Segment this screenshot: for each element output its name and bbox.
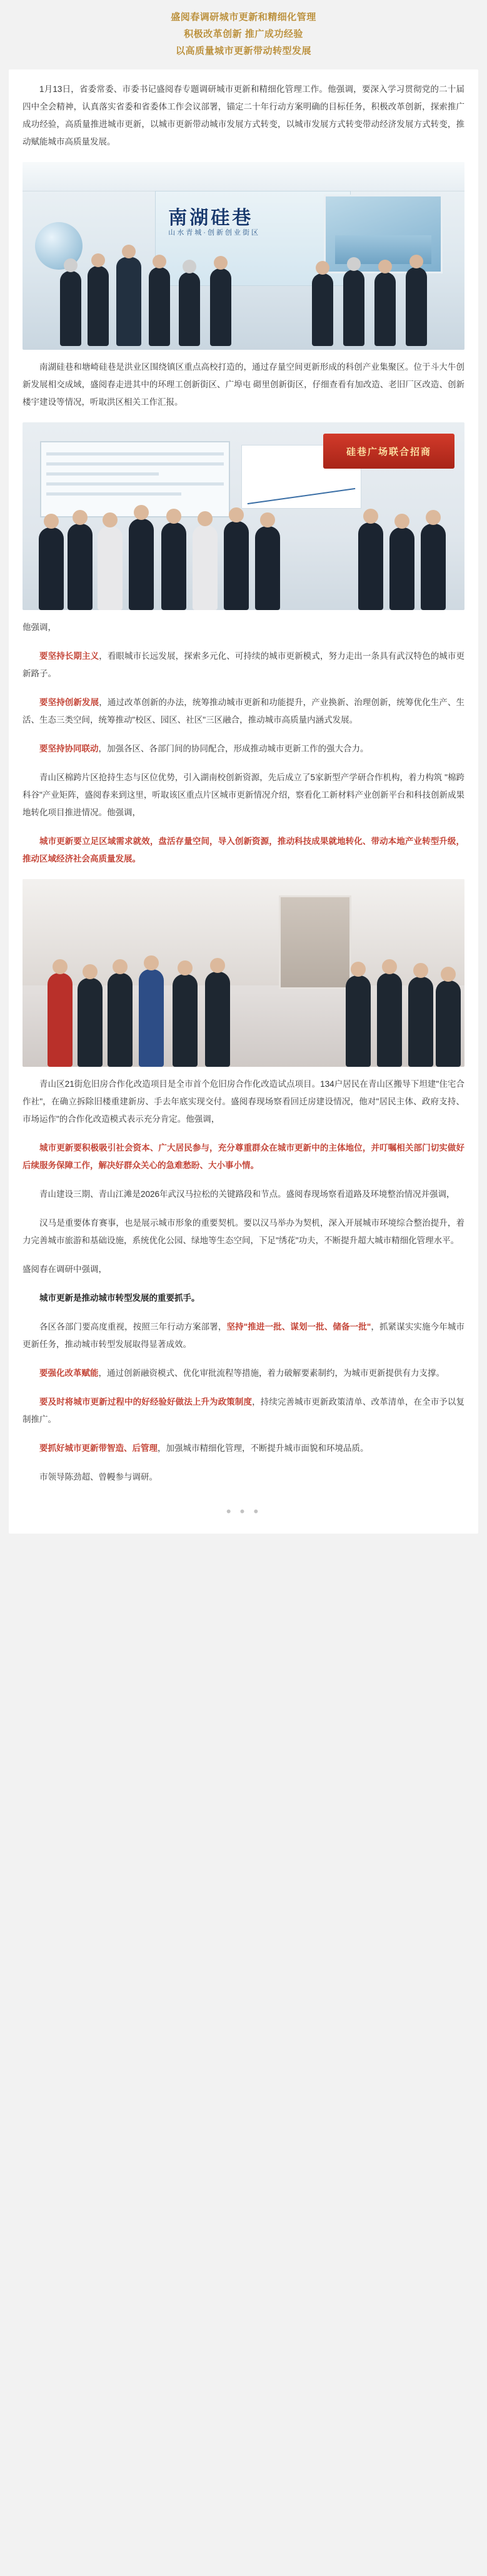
highlight-item-3 (23, 740, 464, 758)
highlight-item-2 (23, 694, 464, 729)
footer-dots: • • • (226, 1504, 261, 1519)
highlight-box-1 (23, 833, 464, 868)
meeting-item-4 (23, 1393, 464, 1428)
highlight-box-2 (23, 1139, 464, 1174)
meeting-intro: 盛阅春在调研中强调， (23, 1265, 107, 1274)
photo1-wall-title: 南湖硅巷 (168, 208, 254, 228)
photo3-people (23, 935, 464, 1067)
paragraph-after-photo3: 青山区21街危旧房合作化改造项目是全市首个危旧房合作化改造试点项目。134户居民在青山区搬导下坦建"住宅合作社"，在确立拆除旧楼重建新房、手去年底实现交付。盛阅春现场察看回迁房建设情况，他对"居民主体、政府支持、市场运作"的合作化改造模式表示充分肯定。他强调， (23, 1079, 464, 1124)
highlight-1-head: 要坚持长期主义 (39, 651, 99, 661)
meeting-item-3-head: 要强化改革赋能 (39, 1368, 99, 1378)
article-card (9, 69, 478, 1534)
paragraph-tail-1: 青山建设三期、青山江滩是2026年武汉马拉松的关键路段和节点。盛阅春现场察看道路及环境整治情况并强调， (39, 1189, 455, 1199)
headline-line-2: 积极改革创新 推广成功经验 (184, 29, 303, 39)
photo1-people (23, 240, 464, 346)
highlight-2-head: 要坚持创新发展 (39, 698, 99, 707)
meeting-item-4-body: ，持续完善城市更新政策清单、改革清单，在全市予以复制推广。 (23, 1397, 465, 1424)
highlight-1-body: ，看眼城市长远发展，探索多元化、可持续的城市更新模式，努力走出一条具有武汉特色的城市更新路子。 (23, 651, 465, 678)
headline-band (0, 0, 487, 66)
meeting-item-3-body: ，通过创新融资模式、优化审批流程等措施，着力破解要素制约，为城市更新提供有力支撑。 (98, 1368, 444, 1378)
photo2-banner-text: 硅巷广场联合招商 (346, 446, 431, 457)
photo2-people (23, 491, 464, 610)
closing-paragraph: 市领导陈劲超、曾幔参与调研。 (39, 1472, 158, 1482)
meeting-item-3 (23, 1365, 464, 1382)
briefing-meeting-photo (23, 422, 464, 610)
paragraph-tail-2: 汉马是重要体育赛事，也是展示城市形象的重要契机。要以汉马举办为契机，深入开展城市环境综合整治提升，着力完善城市旅游和基础设施，系统优化公园、绿地等生态空间，下足"绣花"功夫，不断提升超大城市精细化管理水平。 (23, 1218, 464, 1245)
highlight-3-head: 要坚持协同联动 (39, 744, 99, 753)
paragraph-before-box1: 青山区棉跨片区抢持生态与区位优势，引入湖南校创新资源，先后成立了5家新型产学研合作机构，着力构筑 "棉跨科谷"产业矩阵，盛阅春来到这里，听取该区重点片区城市更新情况介绍，察看化工新材料产业创新平台和科技创新成果地转化项目推进情况。他强调， (23, 773, 464, 817)
meeting-item-5-body: ，加强城市精细化管理，不断提升城市面貌和环境品质。 (158, 1443, 369, 1453)
meeting-item-5-head: 要抓好城市更新带智造、后管理 (39, 1443, 158, 1453)
meeting-item-2 (23, 1318, 464, 1353)
meeting-item-1-text: 城市更新是推动城市转型发展的重要抓手。 (39, 1293, 200, 1303)
resident-visit-photo (23, 879, 464, 1067)
highlight-box-1-text: 城市更新要立足区域需求就效，盘活存量空间，导入创新资源，推动科技成果就地转化、带动本地产业转型升级，推动区域经济社会高质量发展。 (23, 837, 464, 863)
meeting-item-2-body: 各区各部门要高度重视，按照三年行动方案部署， (39, 1322, 227, 1331)
highlight-box-2-text: 城市更新要积极吸引社会资本、广大居民参与，充分尊重群众在城市更新中的主体地位，并叮嘱相关部门切实做好后续服务保障工作，解决好群众关心的急难愁盼、大小事小情。 (23, 1143, 464, 1170)
meeting-item-5 (23, 1440, 464, 1457)
photo2-red-banner (323, 434, 454, 469)
headline-line-1: 盛阅春调研城市更新和精细化管理 (171, 12, 316, 23)
meeting-item-2-tail: ，抓紧谋实实施今年城市更新任务，推动城市转型发展取得显著成效。 (23, 1322, 465, 1349)
meeting-item-1 (23, 1290, 464, 1307)
highlight-2-body: ，通过改革创新的办法，统筹推动城市更新和功能提升，产业换新、治理创新，统筹优化生产、生活、生态三类空间，统筹推动"校区、园区、社区"三区融合，推动城市高质量内涵式发展。 (23, 698, 465, 725)
lead-paragraph: 1月13日，省委常委、市委书记盛阅春专题调研城市更新和精细化管理工作。他强调，要深入学习贯彻党的二十届四中全会精神，认真落实省委和省委体工作会议部署，锚定二十年行动方案明确的目标任务，积极改革创新，探索推广成功经验，高质量推进城市更新，以城市更新带动城市发展方式转变，以城市发展方式转变带动经济发展方式转变，推动赋能城市高质量发展。 (23, 84, 464, 146)
photo1-wall-subtitle: 山水青城·创新创业街区 (168, 229, 260, 237)
meeting-item-4-head: 要及时将城市更新过程中的好经验好做法上升为政策制度 (39, 1397, 253, 1407)
meeting-item-2-strong: 坚持"推进一批、谋划一批、储备一批" (226, 1322, 371, 1331)
highlight-item-1 (23, 648, 464, 683)
paragraph-after-photo1: 南湖硅巷和塘崎硅巷是洪业区围绕镇区重点高校打造的，通过存量空间更新形成的科创产业集聚区。位于斗大牛创新发展相交成域，盛阅春走进其中的环理工创新街区、广埠屯 砌里创新街区，仔细查看有加改造、老旧厂区改造、创新楼宇建设等情况，听取洪区相关工作汇报。 (23, 362, 464, 407)
highlight-3-body: ，加强各区、各部门间的协同配合，形成推动城市更新工作的强大合力。 (98, 744, 369, 753)
headline-line-3: 以高质量城市更新带动转型发展 (175, 46, 311, 56)
highlight-intro: 他强调， (23, 623, 56, 632)
exhibition-hall-photo (23, 162, 464, 350)
